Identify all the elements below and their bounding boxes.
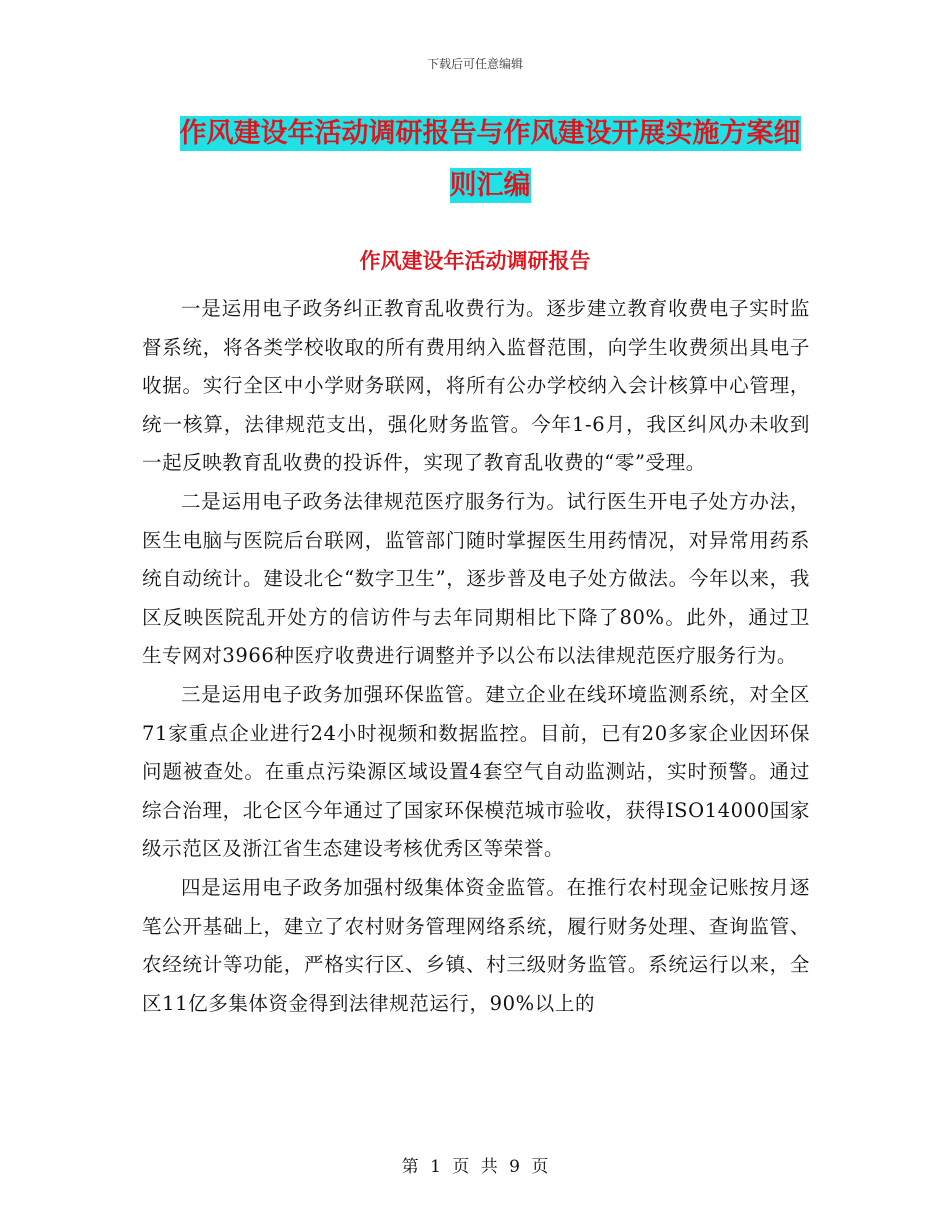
document-title-line-1: 作风建设年活动调研报告与作风建设开展实施方案细 xyxy=(179,118,801,149)
paragraph-1: 一是运用电子政务纠正教育乱收费行为。逐步建立教育收费电子实时监督系统，将各类学校收取的所有费用纳入监督范围，向学生收费须出具电子收据。实行全区中小学财务联网，将所有公办学校纳入会计核算中心管理，统一核算，法律规范支出，强化财务监管。今年1-6月，我区纠风办未收到一起反映教育乱收费的投诉件，实现了教育乱收费的“零”受理。 xyxy=(142,297,810,475)
paragraph-3: 三是运用电子政务加强环保监管。建立企业在线环境监测系统，对全区71家重点企业进行24小时视频和数据监控。目前，已有20多家企业因环保问题被查处。在重点污染源区域设置4套空气自动监测站，实时预警。通过综合治理，北仑区今年通过了国家环保模范城市验收，获得ISO14000国家级示范区及浙江省生态建设考核优秀区等荣誉。 xyxy=(142,682,810,861)
page-number-footer: 第 1 页 共 9 页 xyxy=(401,1157,549,1177)
body-text xyxy=(142,290,810,1023)
document-title xyxy=(140,108,840,212)
section-title: 作风建设年活动调研报告 xyxy=(359,249,591,273)
document-title-line-2: 则汇编 xyxy=(449,170,531,201)
paragraph-2: 二是运用电子政务法律规范医疗服务行为。试行医生开电子处方办法，医生电脑与医院后台联网，监管部门随时掌握医生用药情况，对异常用药系统自动统计。建设北仑“数字卫生”，逐步普及电子处方做法。今年以来，我区反映医院乱开处方的信访件与去年同期相比下降了80%。此外，通过卫生专网对3966种医疗收费进行调整并予以公布以法律规范医疗服务行为。 xyxy=(142,489,810,668)
header-note: 下载后可任意编辑 xyxy=(426,57,523,71)
paragraph-4: 四是运用电子政务加强村级集体资金监管。在推行农村现金记账按月逐笔公开基础上，建立了农村财务管理网络系统，履行财务处理、查询监管、农经统计等功能，严格实行区、乡镇、村三级财务监管。系统运行以来，全区11亿多集体资金得到法律规范运行，90%以上的 xyxy=(142,875,810,1015)
